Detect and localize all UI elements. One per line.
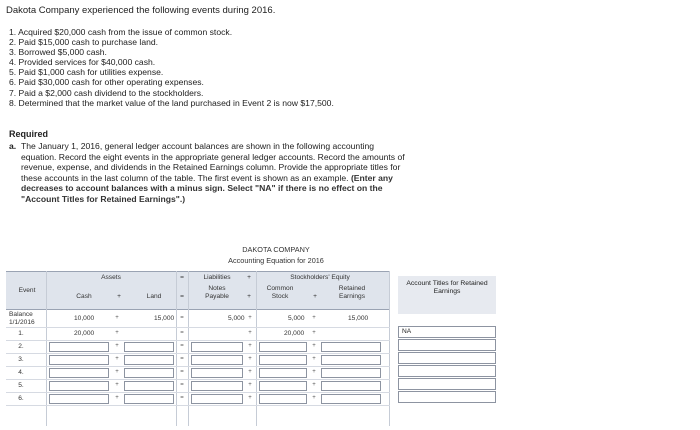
account-title-select[interactable] (398, 391, 496, 403)
plus-sign: + (115, 356, 119, 362)
equals-sign: = (180, 343, 184, 349)
column-divider (46, 271, 47, 426)
plus-sign: + (247, 274, 251, 281)
cash-input[interactable] (49, 381, 109, 391)
plus-sign: + (115, 330, 119, 336)
balance-cash: 10,000 (74, 315, 95, 322)
event-item: 7. Paid a $2,000 cash dividend to the stockholders. (9, 87, 204, 98)
common-stock-input[interactable] (259, 368, 307, 378)
cash-input[interactable] (49, 342, 109, 352)
plus-sign: + (248, 382, 252, 388)
row-event-number: 3. (18, 356, 24, 363)
row-divider (6, 327, 390, 328)
header-retained-earnings-1: Retained (338, 285, 366, 292)
event-item: 2. Paid $15,000 cash to purchase land. (9, 37, 159, 48)
account-title-select[interactable] (398, 352, 496, 364)
plus-sign: + (312, 330, 316, 336)
land-input[interactable] (124, 368, 174, 378)
accounting-equation-table (6, 271, 390, 426)
header-event: Event (18, 287, 36, 294)
cash-input[interactable] (49, 368, 109, 378)
balance-label (9, 311, 35, 326)
plus-sign: + (115, 315, 119, 321)
retained-earnings-input[interactable] (321, 394, 381, 404)
notes-payable-input[interactable] (191, 368, 243, 378)
required-bold-note: (Enter any decreases to account balances with a minus sign. Select "NA" if there is no effect on the "Account Titles for Retained Earnings".) (21, 172, 393, 204)
header-stockholders-equity: Stockholders' Equity (290, 274, 350, 281)
event-item: 3. Borrowed $5,000 cash. (9, 47, 107, 58)
event-item: 1. Acquired $20,000 cash from the issue of common stock. (9, 27, 233, 37)
equals-sign: = (180, 382, 184, 388)
plus-sign: + (117, 293, 121, 300)
intro-text: Dakota Company experienced the following events during 2016. (6, 5, 276, 16)
column-divider (256, 271, 257, 426)
plus-sign: + (248, 330, 252, 336)
required-instructions (9, 141, 407, 205)
common-stock-input[interactable] (259, 394, 307, 404)
plus-sign: + (247, 293, 251, 300)
column-divider (188, 271, 189, 426)
retained-earnings-input[interactable] (321, 368, 381, 378)
balance-label-line1: Balance (9, 311, 33, 318)
row1-cash: 20,000 (74, 330, 95, 337)
plus-sign: + (312, 382, 316, 388)
row-event-number: 5. (18, 382, 24, 389)
row-event-number: 6. (18, 395, 24, 402)
event-item: 6. Paid $30,000 cash for other operating expenses. (9, 77, 204, 88)
row1-common-stock: 20,000 (284, 330, 305, 337)
plus-sign: + (115, 343, 119, 349)
row-divider (6, 366, 390, 367)
events-list (9, 27, 334, 108)
balance-common-stock: 5,000 (288, 315, 305, 322)
header-cash: Cash (76, 293, 92, 300)
cash-input[interactable] (49, 355, 109, 365)
required-text: The January 1, 2016, general ledger account balances are shown in the following accounting equation. Record the eight events in the appropriate general ledger accounts. Record the amounts of revenue, expense, and dividends in the Retained Earnings column. Provide the appropriate titles for these accounts in the last column of the table. The first event is shown as an example. (21, 141, 405, 183)
notes-payable-input[interactable] (191, 394, 243, 404)
event-item: 4. Provided services for $40,000 cash. (9, 57, 156, 68)
plus-sign: + (115, 369, 119, 375)
equals-sign: = (180, 369, 184, 375)
table-title: Accounting Equation for 2016 (228, 256, 324, 265)
plus-sign: + (248, 315, 252, 321)
row-divider (6, 379, 390, 380)
header-divider (6, 309, 390, 310)
balance-land: 15,000 (154, 315, 175, 322)
account-title-select[interactable] (398, 378, 496, 390)
common-stock-input[interactable] (259, 355, 307, 365)
account-titles-column (398, 326, 496, 426)
equals-sign: = (180, 395, 184, 401)
header-liabilities: Liabilities (203, 274, 231, 281)
notes-payable-input[interactable] (191, 381, 243, 391)
plus-sign: + (115, 395, 119, 401)
account-title-select[interactable] (398, 339, 496, 351)
required-heading: Required (9, 129, 49, 139)
plus-sign: + (312, 343, 316, 349)
equals-sign: = (180, 315, 184, 321)
retained-earnings-input[interactable] (321, 381, 381, 391)
event-item: 8. Determined that the market value of the land purchased in Event 2 is now $17,500. (9, 97, 334, 108)
retained-earnings-input[interactable] (321, 355, 381, 365)
event-item: 5. Paid $1,000 cash for utilities expense. (9, 67, 164, 78)
plus-sign: + (248, 395, 252, 401)
plus-sign: + (312, 395, 316, 401)
equals-sign: = (180, 293, 184, 300)
required-label: a. (9, 141, 17, 151)
notes-payable-input[interactable] (191, 355, 243, 365)
plus-sign: + (248, 356, 252, 362)
row-divider (6, 392, 390, 393)
header-common-stock-1: Common (266, 285, 294, 292)
account-title-select[interactable]: NA (398, 326, 496, 338)
row-divider (6, 405, 390, 406)
plus-sign: + (248, 369, 252, 375)
header-notes-payable-2: Payable (205, 293, 229, 300)
equals-sign: = (180, 356, 184, 362)
common-stock-input[interactable] (259, 342, 307, 352)
plus-sign: + (312, 369, 316, 375)
cash-input[interactable] (49, 394, 109, 404)
common-stock-input[interactable] (259, 381, 307, 391)
account-title-select[interactable] (398, 365, 496, 377)
row-divider (6, 340, 390, 341)
row-event-number: 1. (18, 330, 24, 337)
land-input[interactable] (124, 342, 174, 352)
required-body (9, 141, 407, 205)
header-assets: Assets (101, 274, 121, 281)
row-event-number: 4. (18, 369, 24, 376)
company-name: DAKOTA COMPANY (242, 245, 310, 254)
notes-payable-input[interactable] (191, 342, 243, 352)
plus-sign: + (313, 293, 317, 300)
balance-retained-earnings: 15,000 (348, 315, 369, 322)
plus-sign: + (115, 382, 119, 388)
row-event-number: 2. (18, 343, 24, 350)
land-input[interactable] (124, 394, 174, 404)
retained-earnings-input[interactable] (321, 342, 381, 352)
plus-sign: + (312, 315, 316, 321)
header-retained-earnings-2: Earnings (338, 293, 366, 300)
header-land: Land (146, 293, 162, 300)
header-notes-payable-1: Notes (208, 285, 226, 292)
land-input[interactable] (124, 381, 174, 391)
land-input[interactable] (124, 355, 174, 365)
row-divider (6, 353, 390, 354)
balance-label-line2: 1/1/2016 (9, 318, 35, 326)
column-divider (389, 271, 390, 426)
header-common-stock-2: Stock (271, 293, 289, 300)
header-account-titles: Account Titles for Retained Earnings (398, 276, 496, 314)
equals-sign: = (180, 274, 184, 281)
equals-sign: = (180, 330, 184, 336)
plus-sign: + (312, 356, 316, 362)
balance-notes-payable: 5,000 (228, 315, 245, 322)
plus-sign: + (248, 343, 252, 349)
